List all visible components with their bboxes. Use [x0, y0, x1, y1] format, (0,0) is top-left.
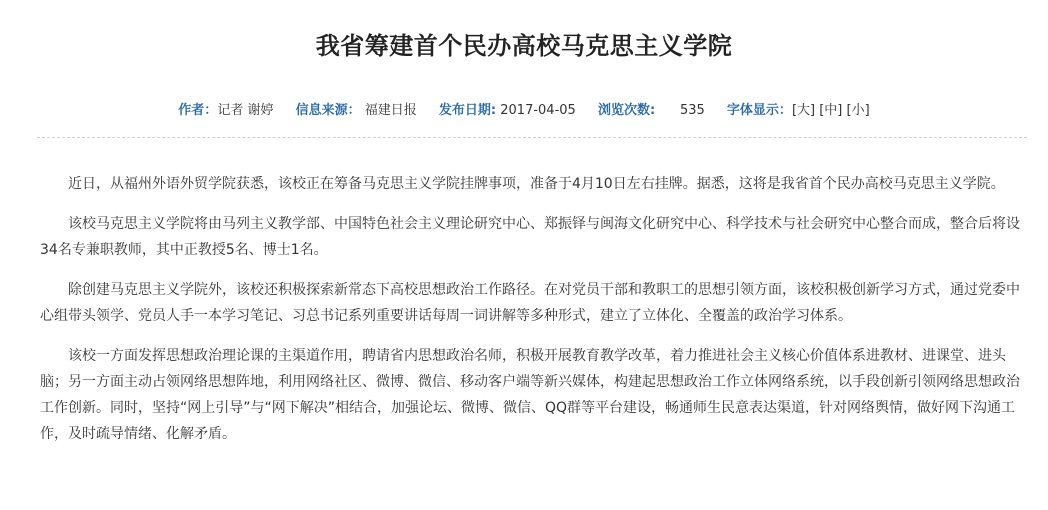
source-value: 福建日报	[364, 103, 417, 118]
date-label: 发布日期:	[438, 103, 497, 118]
author-value: 记者 谢婷	[217, 103, 274, 118]
views-value: 535	[679, 103, 705, 118]
meta-date	[439, 103, 576, 118]
article-title: 我省筹建首个民办高校马克思主义学院	[315, 32, 733, 60]
meta-source	[296, 103, 417, 118]
article-body	[40, 171, 1028, 461]
font-size-small-link[interactable]: [小]	[846, 103, 870, 118]
meta-divider	[37, 137, 1027, 138]
article-paragraph: 该校马克思主义学院将由马列主义教学部、中国特色社会主义理论研究中心、郑振铎与闽海文化研究中心、科学技术与社会研究中心整合而成，整合后将设34名专兼职教师，其中正教授5名、博士1名。	[40, 216, 1020, 258]
author-label: 作者：	[178, 103, 218, 118]
article-paragraph: 除创建马克思主义学院外，该校还积极探索新常态下高校思想政治工作路径。在对党员干部和教职工的思想引领方面，该校积极创新学习方式，通过党委中心组带头领学、党员人手一本学习笔记、习总书记系列重要讲话每周一词讲解等多种形式，建立了立体化、全覆盖的政治学习体系。	[40, 282, 1020, 324]
views-label: 浏览次数:	[597, 103, 656, 118]
font-size-label: 字体显示：	[726, 103, 792, 118]
meta-font-size	[727, 103, 870, 118]
source-label: 信息来源：	[295, 103, 361, 118]
font-size-large-link[interactable]: [大]	[791, 103, 816, 118]
date-value: 2017-04-05	[500, 103, 576, 118]
article-meta	[0, 99, 1048, 118]
font-size-medium-link[interactable]: [中]	[819, 103, 843, 118]
meta-author	[178, 103, 273, 118]
meta-views	[598, 103, 705, 118]
article-paragraph: 该校一方面发挥思想政治理论课的主渠道作用，聘请省内思想政治名师，积极开展教育教学改革，着力推进社会主义核心价值体系进教材、进课堂、进头脑；另一方面主动占领网络思想阵地，利用网络社区、微博、微信、移动客户端等新兴媒体，构建起思想政治工作立体网络系统，以手段创新引领网络思想政治工作创新。同时，坚持“网上引导”与“网下解决”相结合，加强论坛、微博、微信、QQ群等平台建设，畅通师生民意表达渠道，针对网络舆情，做好网下沟通工作，及时疏导情绪、化解矛盾。	[40, 348, 1020, 442]
article-paragraph: 近日，从福州外语外贸学院获悉，该校正在筹备马克思主义学院挂牌事项，准备于4月10日左右挂牌。据悉，这将是我省首个民办高校马克思主义学院。	[68, 176, 1005, 192]
